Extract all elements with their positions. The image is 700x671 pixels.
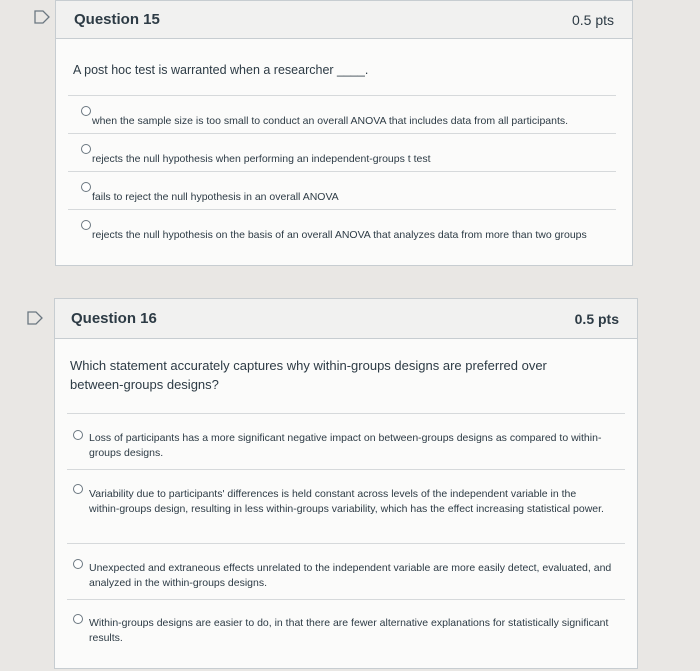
- question-text: Which statement accurately captures why within-groups designs are preferred over between-groups designs?: [70, 358, 547, 392]
- radio-button[interactable]: [81, 220, 91, 230]
- answer-label: Variability due to participants' differences is held constant across levels of the independent variable in the within-groups design, resulting in less within-groups variability, which has the effect increasing statistical power.: [89, 488, 604, 516]
- radio-button[interactable]: [73, 614, 83, 624]
- question-points: 0.5 pts: [574, 310, 619, 327]
- answer-label: Unexpected and extraneous effects unrelated to the independent variable are more easily detect, evaluated, and analyzed in the within-groups designs.: [89, 562, 612, 590]
- answer-option[interactable]: [67, 469, 625, 543]
- radio-button[interactable]: [81, 182, 91, 192]
- answer-label: when the sample size is too small to conduct an overall ANOVA that includes data from all participants.: [92, 115, 569, 127]
- question-title: Question 15: [74, 11, 160, 28]
- flag-question-icon[interactable]: [27, 311, 43, 325]
- answer-label: rejects the null hypothesis when performing an independent-groups t test: [92, 153, 431, 165]
- question-title: Question 16: [71, 310, 157, 327]
- radio-button[interactable]: [81, 106, 91, 116]
- radio-button[interactable]: [73, 430, 83, 440]
- answer-option[interactable]: [67, 599, 625, 655]
- answer-option[interactable]: [68, 133, 616, 171]
- question-15-header: [56, 1, 632, 39]
- radio-button[interactable]: [73, 559, 83, 569]
- answer-option[interactable]: [68, 171, 616, 209]
- answer-option[interactable]: [67, 543, 625, 599]
- question-16-header: [55, 299, 637, 339]
- question-points: 0.5 pts: [571, 11, 614, 28]
- answer-label: Within-groups designs are easier to do, in that there are fewer alternative explanations for statistically significant results.: [89, 617, 609, 645]
- answer-option[interactable]: [68, 209, 616, 249]
- question-15-card: [55, 0, 633, 266]
- answer-label: rejects the null hypothesis on the basis of an overall ANOVA that analyzes data from more than two groups: [92, 229, 587, 241]
- answer-option[interactable]: [67, 413, 625, 469]
- question-16-card: [54, 298, 638, 669]
- radio-button[interactable]: [73, 484, 83, 494]
- radio-button[interactable]: [81, 144, 91, 154]
- answer-label: Loss of participants has a more significant negative impact on between-groups designs as compared to within-groups designs.: [89, 432, 602, 460]
- answer-option[interactable]: [68, 95, 616, 133]
- flag-question-icon[interactable]: [34, 10, 50, 24]
- answer-label: fails to reject the null hypothesis in an overall ANOVA: [92, 191, 339, 203]
- question-text: A post hoc test is warranted when a researcher ____.: [73, 63, 369, 77]
